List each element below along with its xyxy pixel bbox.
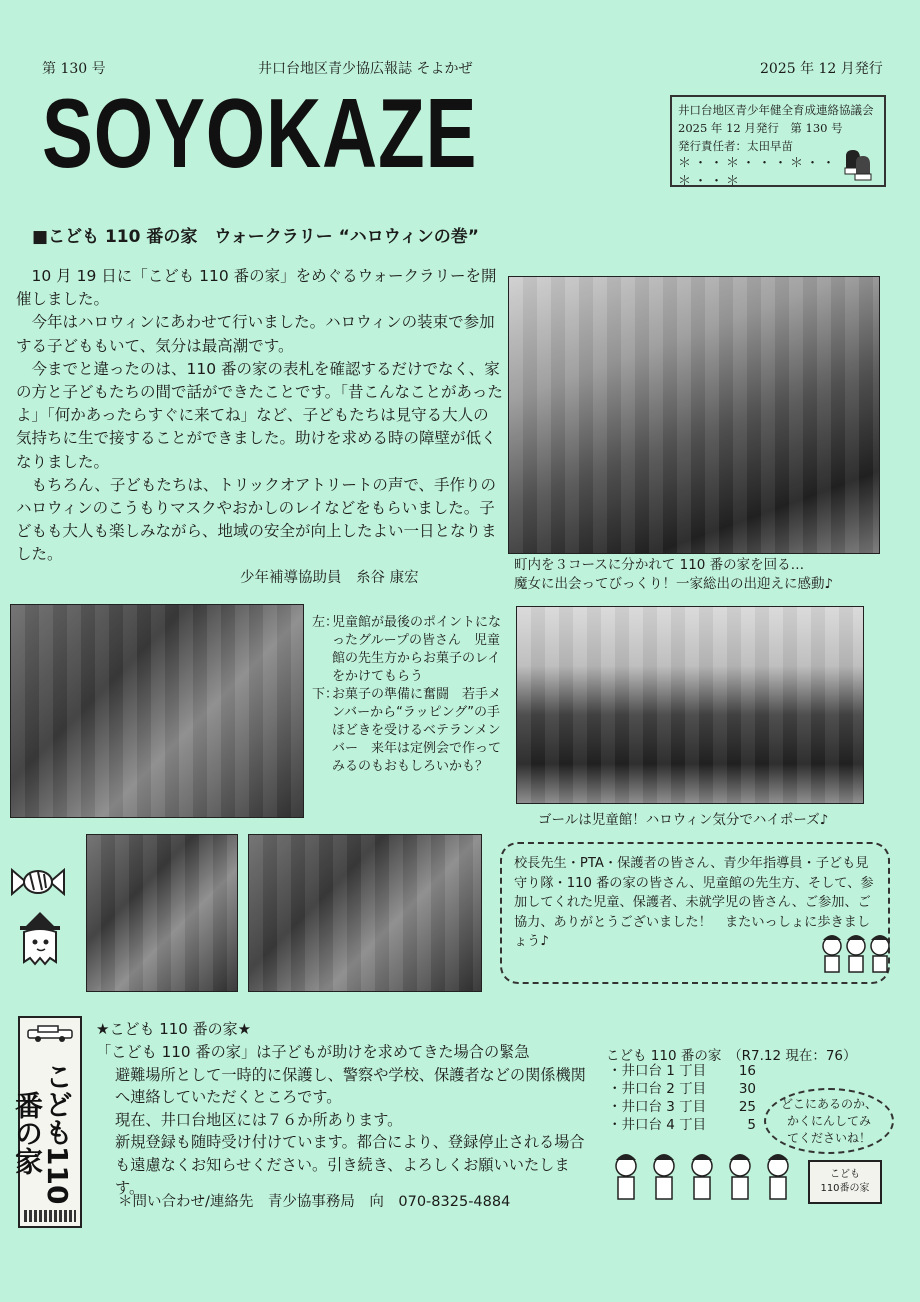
ghost-icon [16, 912, 66, 970]
publisher-responsible: 発行責任者：太田早苗 [678, 139, 793, 153]
walk-rally-photo [508, 276, 880, 554]
walk-rally-caption [514, 556, 833, 594]
children-group-icon [606, 1150, 802, 1206]
list-item: ・井口台 2 丁目 30 [608, 1081, 756, 1097]
note-key: 下： [312, 687, 339, 702]
group-photo-caption: ゴールは児童館！ハロウィン気分でハイポーズ♪ [538, 812, 829, 828]
issue-number: 第 130 号 [42, 61, 106, 77]
photo-notes [312, 614, 508, 776]
sign-text: こども110番の家 [11, 1061, 74, 1205]
contact-info: ＊問い合わせ/連絡先 青少協事務局 向 070-8325-4884 [118, 1194, 511, 1210]
decorative-stars: ＊・・＊・・・＊・・＊・・＊ [678, 156, 839, 189]
publisher-org: 井口台地区青少年健全育成連絡協議会 [678, 103, 874, 117]
kids-illustration-icon [818, 932, 898, 974]
article-paragraph: 今までと違ったのは、110 番の家の表札を確認するだけでなく、家の方と子どもたちの間で話ができたことです。「昔こんなことがあったよ」「何かあったらすぐに来てね」など、子どもたちは見守る大人の気持ちに生で接することができました。助けを求める時の障壁が低くなりました。 [16, 359, 503, 471]
counts-list [608, 1062, 756, 1134]
thanks-box: 校長先生・PTA・保護者の皆さん、青少年指導員・子ども見守り隊・110 番の家の皆さん、児童館の先生方、そして、参加してくれた児童、保護者、未就学児の皆さん、ご参加、ご協力、ありがとうございました！ またいっしょに歩きましょう♪ [500, 842, 890, 984]
article-body [16, 265, 504, 567]
info-paragraph: 「こども 110 番の家」は子どもが助けを求めてきた場合の緊急 [96, 1043, 530, 1061]
kodomo-110-sign-icon [11, 1016, 82, 1228]
article-paragraph: もちろん、子どもたちは、トリックオアトリートの声で、手作りのハロウィンのこうもりマスクやおかしのレイなどをもらいました。子どもも大人も楽しみながら、地域の安全が向上したよい一日となりました。 [16, 475, 497, 564]
list-item: ・井口台 4 丁目 5 [608, 1117, 756, 1133]
article-paragraph: 10 月 19 日に「こども 110 番の家」をめぐるウォークラリーを開催しました。 [16, 267, 497, 309]
prep-photo-left [86, 834, 238, 992]
childrens-hall-photo [10, 604, 304, 818]
speech-bubble: どこにあるのか、 かくにんしてみ てくださいね！ [764, 1088, 894, 1154]
info-paragraph: 現在、井口台地区には７６か所あります。 [115, 1110, 403, 1129]
counts-title: こども 110 番の家 （R7.12 現在：76） [606, 1048, 857, 1064]
kodomo-110-logo: こども 110番の家 [808, 1160, 882, 1204]
police-car-icon [26, 1024, 74, 1042]
newsletter-name: 井口台地区青少協広報誌 そよかぜ [258, 61, 473, 77]
article-author: 少年補導協助員 糸谷 康宏 [240, 570, 419, 586]
article-paragraph: 今年はハロウィンにあわせて行いました。ハロウィンの装束で参加する子どももいて、気分は最高潮です。 [16, 313, 495, 355]
note-text: お菓子の準備に奮闘 若手メンバーから“ラッピング”の手ほどきを受けるベテランメンバー 来年は定例会で作ってみるのもおもしろいかも？ [332, 687, 502, 774]
list-item: ・井口台 3 丁目 25 [608, 1099, 756, 1115]
note-text: 児童館が最後のポイントになったグループの皆さん 児童館の先生方からお菓子のレイをかけてもらう [332, 615, 502, 684]
candy-icon [10, 864, 66, 900]
info-body [96, 1041, 596, 1199]
publisher-issue: 2025 年 12 月発行 第 130 号 [678, 121, 843, 135]
masthead-title: SOYOKAZE [42, 78, 478, 188]
publish-date: 2025 年 12 月発行 [760, 61, 883, 77]
list-item: ・井口台 1 丁目 16 [608, 1063, 756, 1079]
note-key: 左： [312, 615, 339, 630]
caption-line: 魔女に出会ってびっくり！一家総出の出迎えに感動♪ [514, 576, 834, 592]
prep-photo-right [248, 834, 482, 992]
info-title: ★こども 110 番の家★ [96, 1020, 252, 1038]
group-photo [516, 606, 864, 804]
mitten-icon [842, 148, 872, 182]
article-heading: ■こども 110 番の家 ウォークラリー “ハロウィンの巻” [32, 227, 479, 247]
sign-fine-print-icon [24, 1210, 76, 1222]
info-paragraph: 避難場所として一時的に保護し、警察や学校、保護者などの関係機関へ連絡していただくところです。 [115, 1065, 586, 1107]
info-paragraph: 新規登録も随時受け付けています。都合により、登録停止される場合も遠慮なくお知らせください。引き続き、よろしくお願いいたします。 [115, 1133, 585, 1197]
caption-line: 町内を３コースに分かれて 110 番の家を回る… [514, 557, 805, 573]
